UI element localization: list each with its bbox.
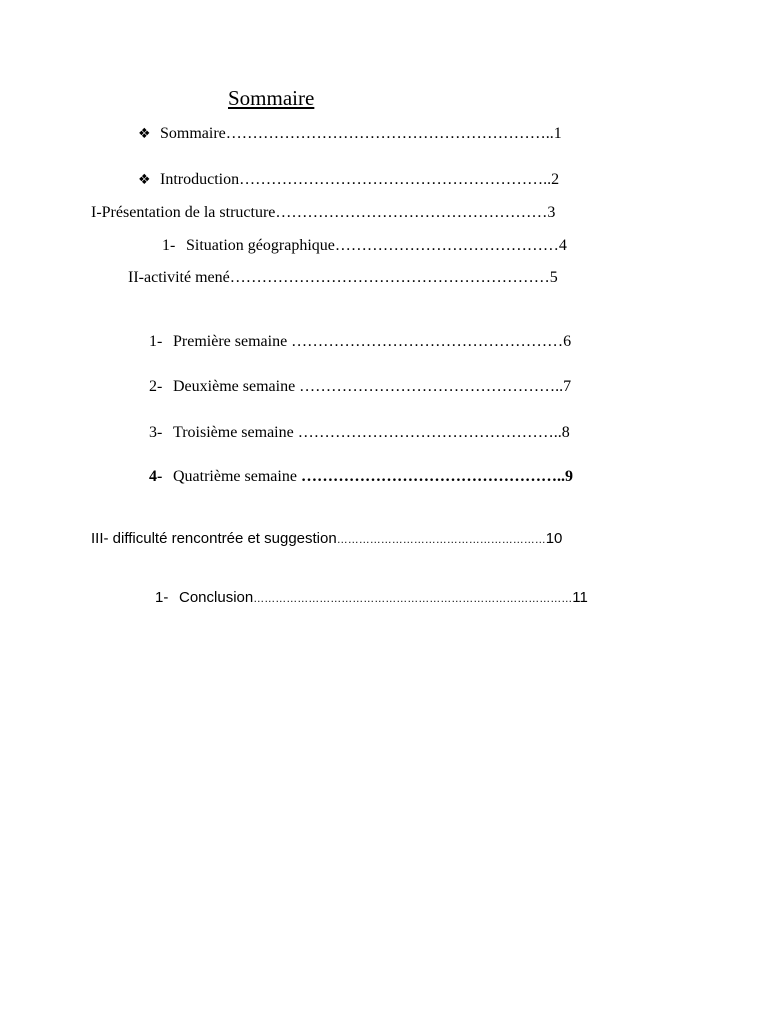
toc-entry-label: Première semaine <box>173 333 292 350</box>
toc-entry-label: Troisième semaine <box>173 424 298 441</box>
toc-leader: …………………………………………… <box>291 333 564 350</box>
toc-entry-label: Situation géographique <box>186 237 335 254</box>
toc-entry-number: 1- <box>155 589 169 606</box>
toc-page-number: 1 <box>553 125 562 142</box>
toc-page-number: 6 <box>563 333 572 350</box>
toc-entry-sommaire <box>138 124 562 144</box>
toc-page-number: 3 <box>547 204 556 221</box>
toc-entry-label: Quatrième semaine <box>173 468 301 485</box>
toc-page-number: 4 <box>558 237 567 254</box>
toc-entry-semaine-2 <box>149 377 571 397</box>
toc-leader: ………………………………………………… <box>336 534 546 546</box>
toc-leader: ………………………………………….. <box>297 424 562 441</box>
toc-entry-difficulte <box>91 529 562 550</box>
diamond-bullet-icon: ❖ <box>138 126 151 142</box>
toc-entry-label: Sommaire <box>160 125 226 142</box>
toc-leader: ………………………………………………….. <box>239 171 552 188</box>
toc-leader: …………………………………………………………………………… <box>253 593 573 605</box>
toc-leader: …………………………………… <box>334 237 559 254</box>
toc-leader: …………………………………………………… <box>229 269 550 286</box>
toc-entry-introduction <box>138 170 559 190</box>
toc-entry-number: 2- <box>149 378 163 395</box>
toc-entry-semaine-4 <box>149 467 573 487</box>
toc-entry-number: 3- <box>149 424 163 441</box>
toc-entry-label: III- difficulté rencontrée et suggestion <box>91 530 337 547</box>
toc-page-number: 5 <box>549 269 558 286</box>
toc-leader: …………………………………………… <box>275 204 548 221</box>
toc-leader: ………………………………………….. <box>299 378 564 395</box>
toc-entry-label: Conclusion <box>179 589 254 606</box>
toc-entry-semaine-1 <box>149 332 571 352</box>
toc-entry-semaine-3 <box>149 423 570 443</box>
toc-entry-label: Introduction <box>160 171 240 188</box>
toc-entry-number: 1- <box>162 237 176 254</box>
toc-entry-label: Deuxième semaine <box>173 378 300 395</box>
toc-page-number: 10 <box>545 530 563 547</box>
toc-entry-label: II-activité mené <box>128 269 230 286</box>
toc-entry-conclusion <box>155 588 588 609</box>
toc-page-number: 8 <box>561 424 570 441</box>
page-title: Sommaire <box>228 86 315 110</box>
toc-page-number: 9 <box>564 468 573 485</box>
toc-entry-number: 4- <box>149 468 163 485</box>
toc-page-number: 2 <box>551 171 560 188</box>
toc-entry-activite <box>128 268 558 288</box>
toc-entry-label: I-Présentation de la structure <box>91 204 276 221</box>
toc-entry-number: 1- <box>149 333 163 350</box>
toc-leader: …………………………………………………….. <box>225 125 554 142</box>
toc-page-number: 7 <box>563 378 572 395</box>
toc-leader: ………………………………………….. <box>300 468 565 485</box>
toc-entry-presentation <box>91 203 555 223</box>
diamond-bullet-icon: ❖ <box>138 172 151 188</box>
toc-entry-situation <box>162 236 567 256</box>
toc-page-number: 11 <box>572 589 588 606</box>
